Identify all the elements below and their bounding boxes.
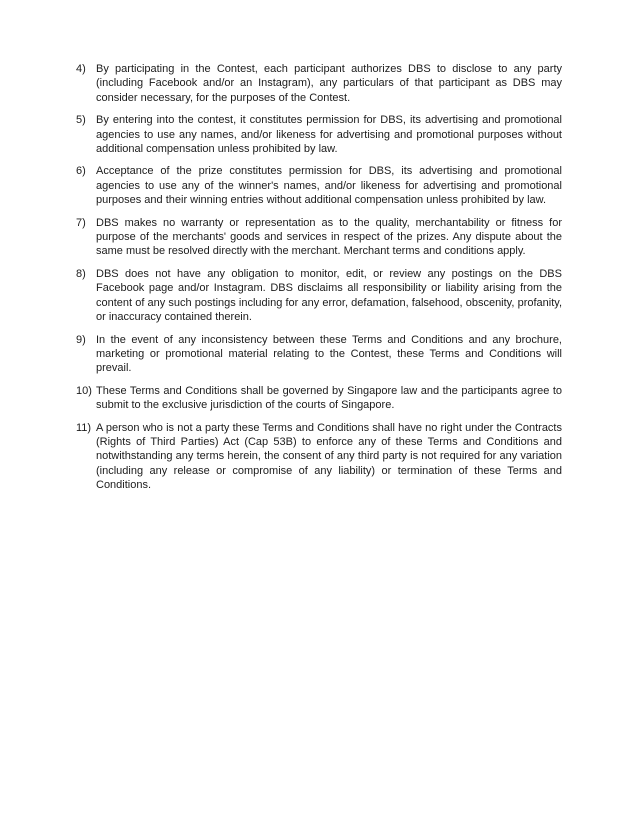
- clause-text: In the event of any inconsistency between these Terms and Conditions and any brochure, marketing or promotional material relating to the Contest, these Terms and Conditions will prevail.: [96, 333, 562, 375]
- clause-7: [76, 216, 562, 259]
- clause-text: Acceptance of the prize constitutes permission for DBS, its advertising and promotional agencies to use any of the winner's names, and/or likeness for advertising and promotional purposes and their winning entries without additional compensation unless prohibited by law.: [96, 165, 562, 207]
- clause-number: 8): [76, 267, 86, 280]
- clause-11: [76, 421, 562, 493]
- clause-9: [76, 333, 562, 376]
- terms-clause-list: [76, 62, 562, 493]
- clause-8: [76, 267, 562, 325]
- clause-number: 4): [76, 63, 86, 75]
- clause-text: By participating in the Contest, each participant authorizes DBS to disclose to any party (including Facebook and/or an Instagram), any particulars of that participant as DBS may consider necessary, for the purposes of the Contest.: [96, 63, 562, 104]
- clause-number: 11): [76, 421, 92, 434]
- clause-text: These Terms and Conditions shall be governed by Singapore law and the participants agree to submit to the exclusive jurisdiction of the courts of Singapore.: [96, 384, 562, 412]
- clause-text: By entering into the contest, it constitutes permission for DBS, its advertising and promotional agencies to use any names, and/or likeness for advertising and promotional purposes without additional compensation unless prohibited by law.: [96, 114, 562, 156]
- clause-number: 10): [76, 384, 92, 397]
- clause-number: 6): [76, 165, 86, 178]
- clause-4: [76, 62, 562, 105]
- clause-text: A person who is not a party these Terms and Conditions shall have no right under the Contracts (Rights of Third Parties) Act (Cap 53B) to enforce any of these Terms and Conditions and notwithstanding any terms herein, the consent of any third party is not required for any variation (including any release or compromise of any liability) or termination of these Terms and Conditions.: [96, 421, 562, 492]
- clause-number: 9): [76, 333, 86, 346]
- clause-6: [76, 164, 562, 207]
- clause-text: DBS does not have any obligation to monitor, edit, or review any postings on the DBS Facebook page and/or Instagram. DBS disclaims all responsibility or liability arising from the content of any such postings including for any error, defamation, falsehood, obscenity, profanity, or inaccuracy contained therein.: [96, 267, 562, 324]
- clause-number: 5): [76, 114, 86, 127]
- clause-5: [76, 113, 562, 156]
- clause-number: 7): [76, 216, 86, 229]
- clause-text: DBS makes no warranty or representation as to the quality, merchantability or fitness for purpose of the merchants' goods and services in respect of the prizes. Any dispute about the same must be resolved directly with the merchant. Merchant terms and conditions apply.: [96, 216, 562, 258]
- clause-10: [76, 384, 562, 413]
